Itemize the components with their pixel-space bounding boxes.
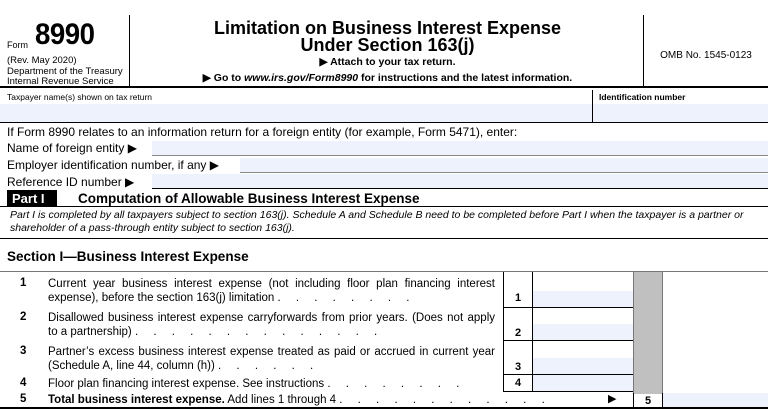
taxpayer-row xyxy=(0,90,768,123)
line-box-number: 2 xyxy=(503,308,533,341)
part-1-note: Part I is completed by all taxpayers subject to section 163(j). Schedule A and Schedule B need to be completed before Part I when the taxpayer is a partner or shareholder of a pass-through entity subject to section 163(j). xyxy=(10,209,744,234)
taxpayer-name-input[interactable] xyxy=(0,104,592,122)
line-5-amount[interactable] xyxy=(663,393,768,408)
identification-cell xyxy=(592,90,768,123)
section-title: Section I—Business Interest Expense xyxy=(7,249,249,264)
department: Department of the Treasury Internal Revenue Service xyxy=(7,66,123,87)
divider xyxy=(0,238,768,239)
form-id-block xyxy=(0,15,130,88)
arrow-icon: ▶ xyxy=(608,393,617,405)
line-number: 5 xyxy=(20,393,27,405)
line-text: Current year business interest expense (not including floor plan financing interest expense), before the section 163(j) limitation . . . . . . . . xyxy=(48,278,495,304)
ein-input[interactable] xyxy=(240,158,768,173)
line-box-number: 3 xyxy=(503,341,533,375)
line-number: 4 xyxy=(20,377,27,389)
irs-link[interactable]: www.irs.gov/Form8990 xyxy=(244,72,359,84)
line-3-amount[interactable] xyxy=(533,341,633,375)
line-text: Disallowed business interest expense carryforwards from prior years. (Does not apply to a partnership) . . . . . . . . . . . . . . xyxy=(48,312,495,338)
foreign-entity-intro: If Form 8990 relates to an information return for a foreign entity (for example, Form 5471), enter: xyxy=(7,125,518,139)
foreign-entity-name-input[interactable] xyxy=(152,141,768,156)
line-number: 3 xyxy=(20,345,27,357)
identification-number-label: Identification number xyxy=(599,92,686,102)
part-badge: Part I xyxy=(7,190,57,207)
line-number: 2 xyxy=(20,311,27,323)
omb-number: OMB No. 1545-0123 xyxy=(660,50,752,61)
revision-date: (Rev. May 2020) xyxy=(7,55,77,66)
form-number: 8990 xyxy=(35,18,95,51)
omb-block xyxy=(643,15,768,88)
form-title-block xyxy=(130,15,645,88)
attach-instruction: ▶ Attach to your tax return. xyxy=(319,56,456,68)
form-subtitle: Under Section 163(j) xyxy=(300,35,475,55)
line-text: Floor plan financing interest expense. See instructions . . . . . . . . xyxy=(48,378,466,390)
line-box-number: 5 xyxy=(633,393,663,409)
taxpayer-name-label: Taxpayer name(s) shown on tax return xyxy=(7,92,153,102)
line-text: Partner’s excess business interest expense treated as paid or accrued in current year (Schedule A, line 44, column (h)) . . . . . . xyxy=(48,346,495,372)
form-header xyxy=(0,15,768,88)
part-1-header xyxy=(0,190,768,207)
part-title: Computation of Allowable Business Interest Expense xyxy=(78,191,420,206)
goto-instruction: ▶ Go to www.irs.gov/Form8990 for instructions and the latest information. xyxy=(202,72,573,84)
foreign-entity-name-label: Name of foreign entity ▶ xyxy=(7,141,137,155)
identification-number-input[interactable] xyxy=(593,104,768,122)
line-1-amount[interactable] xyxy=(533,272,633,308)
reference-id-input[interactable] xyxy=(152,174,768,189)
line-4-amount[interactable] xyxy=(533,375,633,392)
shaded-column xyxy=(633,272,663,394)
form-word: Form xyxy=(7,40,28,50)
line-box-number: 4 xyxy=(503,375,533,392)
reference-id-label: Reference ID number ▶ xyxy=(7,175,135,189)
line-text: Total business interest expense. Add lines 1 through 4 . . . . . . . . . . . . xyxy=(48,394,551,406)
line-2-amount[interactable] xyxy=(533,308,633,341)
form-title: Limitation on Business Interest Expense xyxy=(213,18,562,38)
ein-label: Employer identification number, if any ▶ xyxy=(7,158,219,172)
line-number: 1 xyxy=(20,277,27,289)
line-box-number: 1 xyxy=(503,272,533,308)
